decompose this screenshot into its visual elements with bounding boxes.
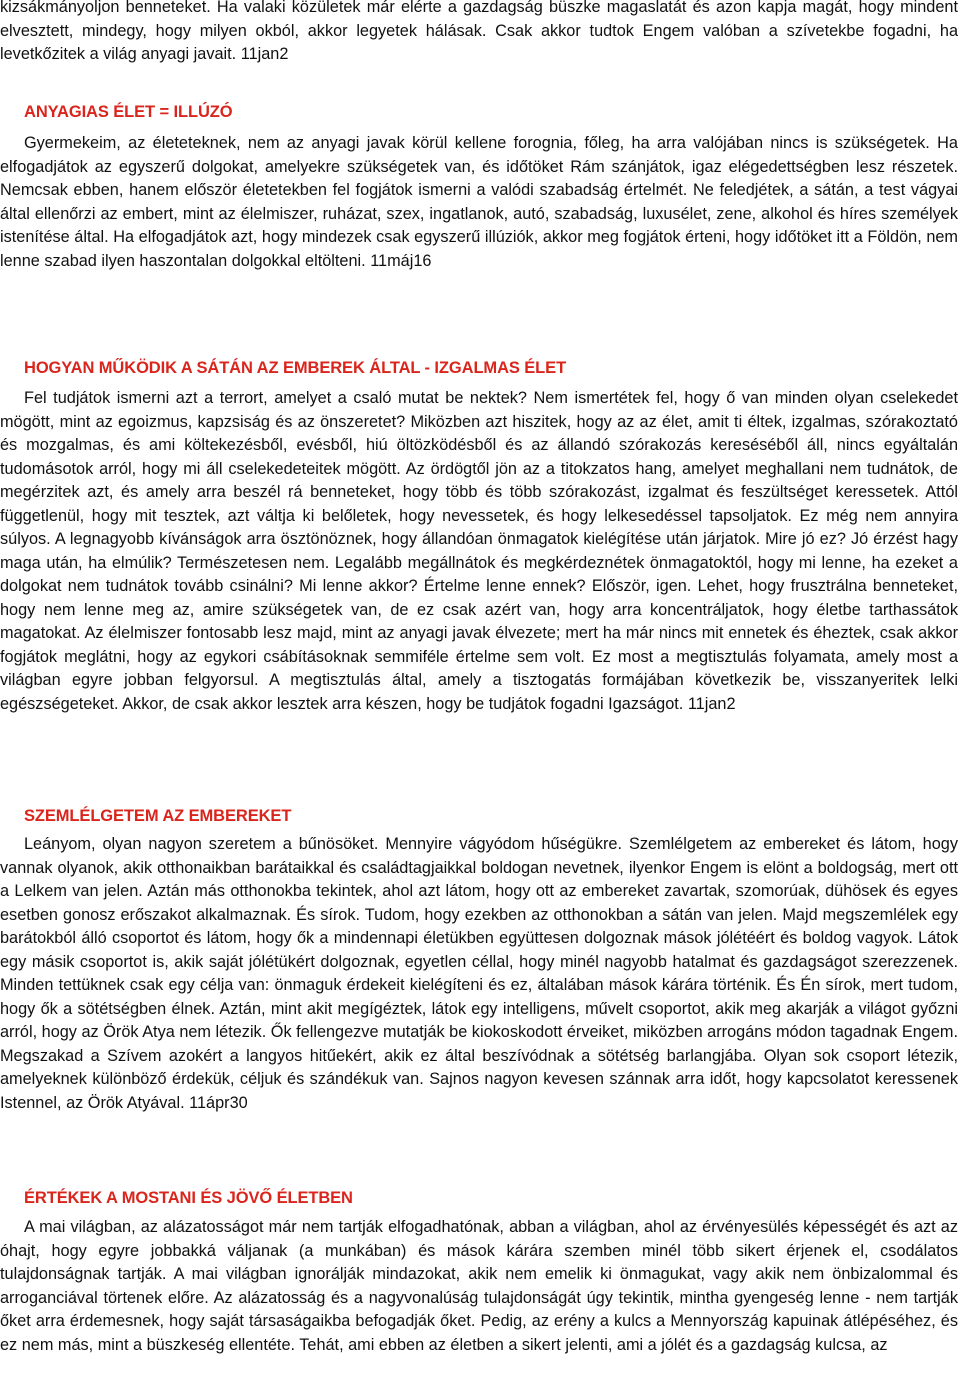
section-body: Leányom, olyan nagyon szeretem a bűnösöket. Mennyire vágyódom hűségükre. Szemlélgetem az embereket és látom, hogy vannak olyanok, akik otthonaikban barátaikkal és családtagjaikkal boldogan nevetnek, ilyenkor Engem is elönt a boldogság, mert ott a Lelkem van jelen. Aztán más otthonokba tekintek, ahol azt látom, hogy ott az embereket zavartak, szomorúak, dühösek és egyes esetben gonosz erőszakot alkalmaznak. És sírok. Tudom, hogy ezekben az otthonokban a sátán van jelen. Majd megszemlélek egy barátokból álló csoportot és látom, hogy ők a mindennapi életükben együttesen dolgoznak mások jólétéért és boldog vagyok. Látok egy másik csoportot is, akik saját jólétükért dolgoznak, egyetlen céllal, hogy minél nagyobb hatalmat és gazdagságot szerezzenek. Minden tettüknek csak egy célja van: önmaguk érdekeit kielégíteni és ez, általában mások kárára történik. És Én sírok, mert tudom, hogy ők a sötétségben élnek. Aztán, mint akit megígéztek, látok egy intelligens, művelt csoportot, akik meg akarják a világot győzni arról, hogy az Örök Atya nem létezik. Ők fellengezve mutatják be kiokoskodott érveiket, miközben arrogáns módon tagadnak Engem. Megszakad a Szívem azokért a langyos hitűekért, akik ez által beszívódnak a sötétség barlangjába. Olyan sok csoport létezik, amelyeknek különböző érdekük, céljuk és szándékuk van. Sajnos nagyon kevesen szánnak arra időt, hogy kapcsolatot keressenek Istennel, az Örök Atyával. 11ápr30: [0, 835, 958, 1112]
section-heading: ANYAGIAS ÉLET = ILLÚZÓ: [24, 103, 233, 121]
section-body: Gyermekeim, az életeteknek, nem az anyagi javak körül kellene forognia, főleg, ha arra valójában nincs is szükségetek. Ha elfogadjátok az egyszerű dolgokat, amelyekre szükségetek van, és időtöket Rám szánjátok, igaz elégedettségben lesz részetek. Nemcsak ebben, hanem először életetekben fel fogjátok ismerni a valódi szabadság értelmét. Ne feledjétek, a sátán, a test vágyai által ellenőrzi az embert, mint az élelmiszer, ruházat, szex, ingatlanok, autó, szabadság, luxusélet, zene, alkohol és híres személyek istenítése által. Ha elfogadjátok azt, hogy mindezek csak egyszerű illúziók, akkor meg fogjátok érteni, hogy időtöket itt a Földön, nem lenne szabad ilyen haszontalan dolgokkal eltölteni. 11máj16: [0, 134, 958, 270]
section-body: Fel tudjátok ismerni azt a terrort, amelyet a csaló mutat be nektek? Nem ismertétek fel, hogy ő van minden olyan cselekedet mögött, mint az egoizmus, kapzsiság és az önszeretet? Miközben azt hiszitek, hogy az az élet, amit ti éltek, izgalmas, szórakoztató és mozgalmas, és ami költekezésből, evésből, hiú öltözködésből és az állandó szórakozás kereséséből áll, nincs egyáltalán tudomásotok arról, hogy mi áll cselekedeteitek mögött. Az ördögtől jön az a titokzatos hang, amelyet meghallani nem tudnátok, de megérzitek azt, és amely arra beszél rá benneteket, hogy több és több szórakozást, izgalmat és feszültséget keressetek. Attól függetlenül, hogy mit tesztek, azt váltja ki belőletek, hogy nevessetek, és hogy lelkesedéssel tapsoljatok. Ez még nem annyira súlyos. A legnagyobb kívánságok arra ösztönöznek, hogy állandóan önmagatok kielégítése után járjatok. Mire jó ez? Jó érzést hagy maga után, ha elmúlik? Természetesen nem. Legalább megállnátok és megkérdeznétek önmagatoktól, hogy mi lenne, ha ezeket a dolgokat nem tudnátok tovább csinálni? Mi lenne akkor? Értelme lenne ennek? Először, igen. Lehet, hogy frusztrálna benneteket, hogy nem lenne meg az, amire szükségetek van, de ez csak azért van, hogy arra koncentráljatok, hogy életbe tarthassátok magatokat. Az élelmiszer fontosabb lesz majd, mint az anyagi javak élvezete; mert ha már nincs mit ennetek és éheztek, csak akkor fogjátok meglátni, hogy az egykori csábításoknak semmiféle értelme sem volt. Ez most a megtisztulás folyamata, amely most a világban egyre jobban felgyorsul. A megtisztulás által, amely a tisztogatás formájában következik be, visszanyeritek lelki egészségeteket. Akkor, de csak akkor lesztek arra készen, hogy be tudjátok fogadni Igazságot. 11jan2: [0, 389, 958, 713]
section-heading: ÉRTÉKEK A MOSTANI ÉS JÖVŐ ÉLETBEN: [24, 1189, 353, 1207]
section-heading: HOGYAN MŰKÖDIK A SÁTÁN AZ EMBEREK ÁLTAL - IZGALMAS ÉLET: [24, 359, 567, 377]
section-heading: SZEMLÉLGETEM AZ EMBEREKET: [24, 807, 292, 825]
intro-paragraph: kizsákmányoljon benneteket. Ha valaki közületek már elérte a gazdagság büszke magaslatát és azon kapja magát, hogy mindent elvesztett, mindegy, hogy milyen okból, akkor legyetek hálásak. Csak akkor tudtok Engem valóban a szívetekbe fogadni, ha levetkőzitek a világ anyagi javait. 11jan2: [0, 0, 958, 63]
section-body: A mai világban, az alázatosságot már nem tartják elfogadhatónak, abban a világban, ahol az érvényesülés képességét és azt az óhajt, hogy egyre jobbakká váljanak (a munkában) és mások kárára szemben minél több sikert érjenek el, csodálatos tulajdonságnak tartják. A mai világban ignorálják mindazokat, akik nem emelik ki önmagukat, vagy akik nem önbizalommal és arroganciával törtenek előre. Az alázatosság és a nagyvonalúság tulajdonságát úgy tekintik, mintha gyengeség lenne - nem tartják őket arra érdemesnek, hogy saját társaságaikba befogadják őket. Pedig, az erény a kulcs a Mennyország kapuinak átlépéséhez, és ez nem más, mint a büszkeség ellentéte. Tehát, ami ebben az életben a sikert jelenti, ami a jólét és a gazdagság kulcsa, az: [0, 1218, 958, 1354]
